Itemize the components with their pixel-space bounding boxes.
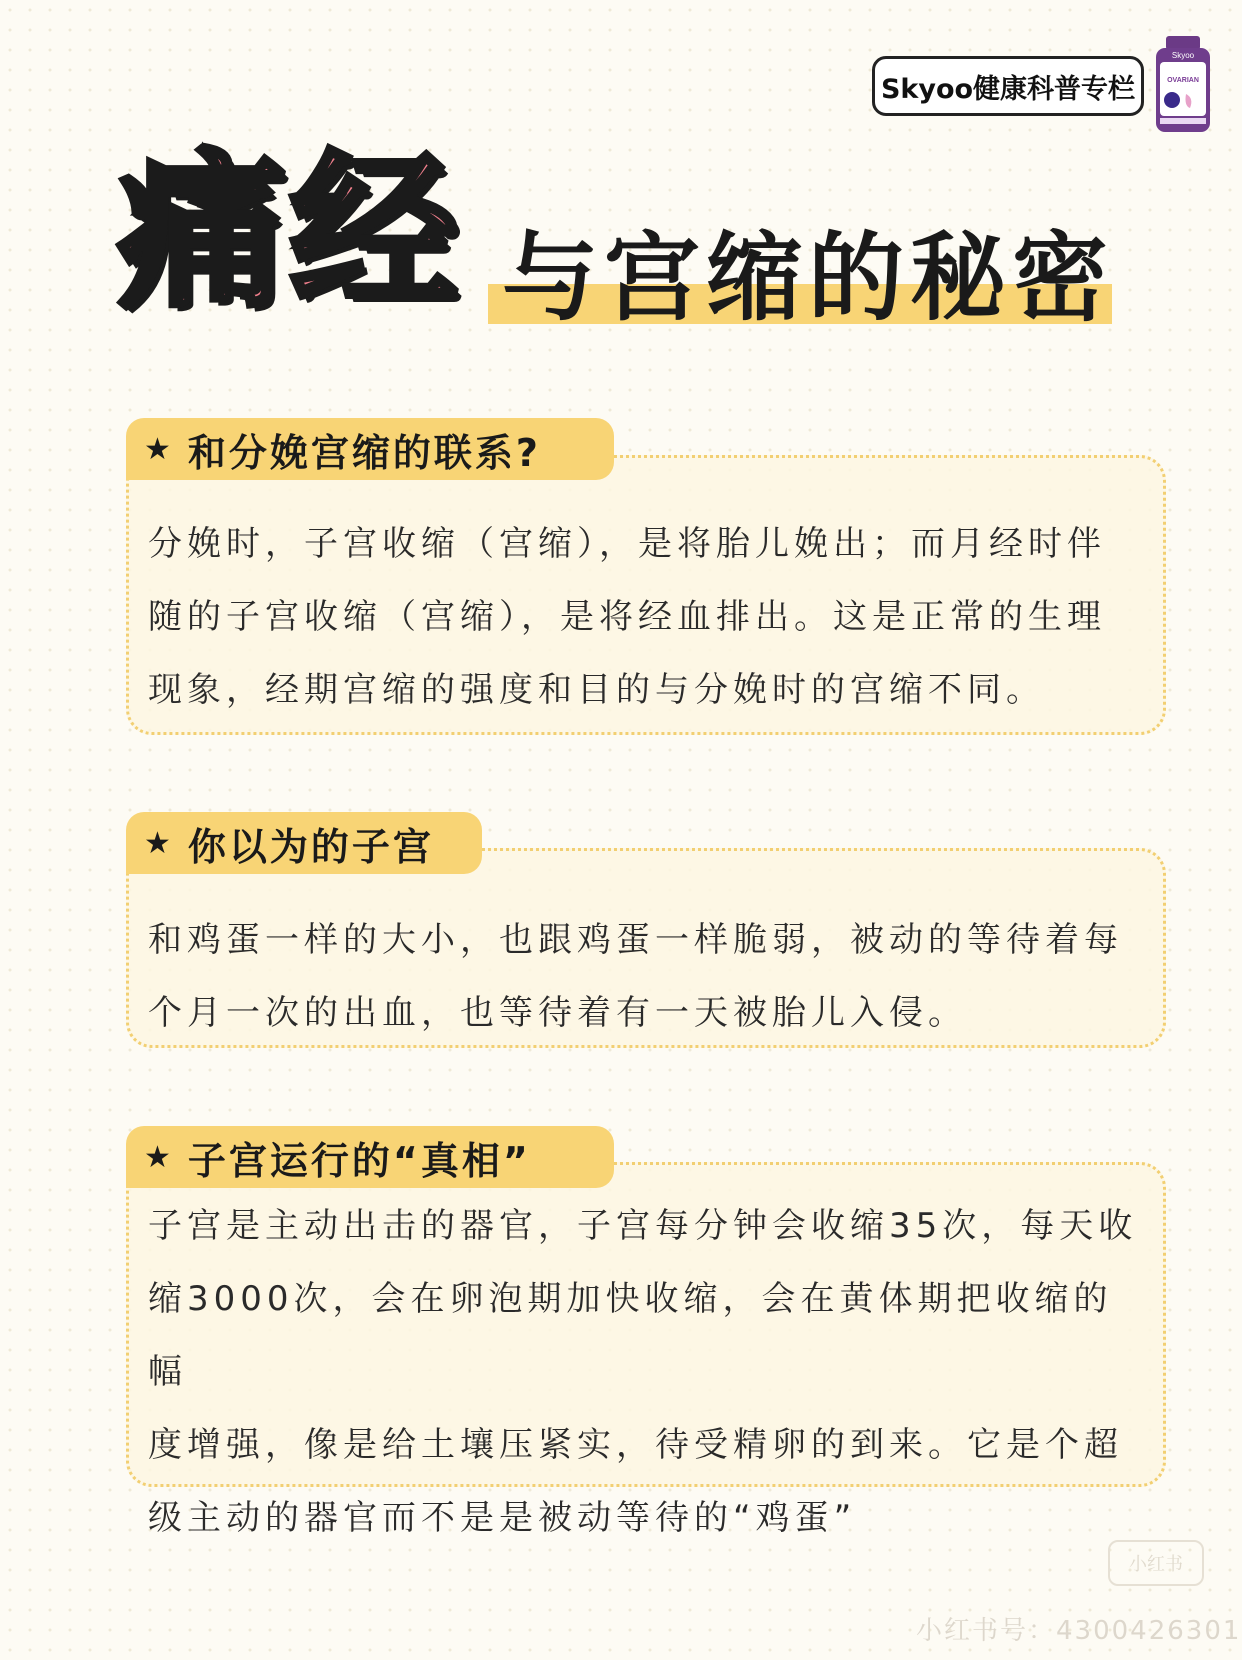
star-icon: ★ — [144, 825, 174, 861]
body-line: 分娩时，子宫收缩（宫缩），是将胎儿娩出；而月经时伴 — [148, 524, 1106, 564]
section-body-delivery-link — [148, 508, 1148, 727]
supplement-bottle-image — [1152, 34, 1214, 134]
section-heading-delivery-link — [126, 418, 614, 480]
title-subtitle: 与宫缩的秘密 — [502, 222, 1114, 334]
section-heading-uterus-belief — [126, 812, 482, 874]
body-line: 和鸡蛋一样的大小，也跟鸡蛋一样脆弱，被动的等待着每 — [148, 920, 1123, 960]
section-heading-uterus-truth — [126, 1126, 614, 1188]
body-line: 随的子宫收缩（宫缩），是将经血排出。这是正常的生理 — [148, 597, 1106, 637]
section-heading-text: 你以为的子宫 — [187, 824, 434, 869]
section-heading-text: 子宫运行的“真相” — [187, 1138, 531, 1183]
body-line: 个月一次的出血，也等待着有一天被胎儿入侵。 — [148, 993, 967, 1033]
section-heading-text: 和分娩宫缩的联系? — [187, 430, 541, 475]
body-line: 缩3000次，会在卵泡期加快收缩，会在黄体期把收缩的幅 — [148, 1279, 1113, 1392]
section-body-uterus-truth — [148, 1190, 1148, 1555]
body-line: 级主动的器官而不是是被动等待的“鸡蛋” — [148, 1498, 857, 1538]
column-badge: Skyoo健康科普专栏 — [872, 56, 1144, 116]
section-body-uterus-belief — [148, 904, 1148, 1050]
watermark-text: 小红书号：4300426301 — [916, 1616, 1242, 1646]
body-line: 现象，经期宫缩的强度和目的与分娩时的宫缩不同。 — [148, 670, 1045, 710]
watermark-logo: 小红书 — [1108, 1540, 1204, 1586]
body-line: 子宫是主动出击的器官，子宫每分钟会收缩35次，每天收 — [148, 1206, 1138, 1246]
title-main: 痛经 — [118, 134, 462, 330]
bottle-brand-text: Skyoo — [1171, 51, 1195, 60]
star-icon: ★ — [144, 1139, 174, 1175]
body-line: 度增强，像是给土壤压紧实，待受精卵的到来。它是个超 — [148, 1425, 1123, 1465]
star-icon: ★ — [144, 431, 174, 467]
bottle-product-text: OVARIAN — [1167, 77, 1199, 84]
